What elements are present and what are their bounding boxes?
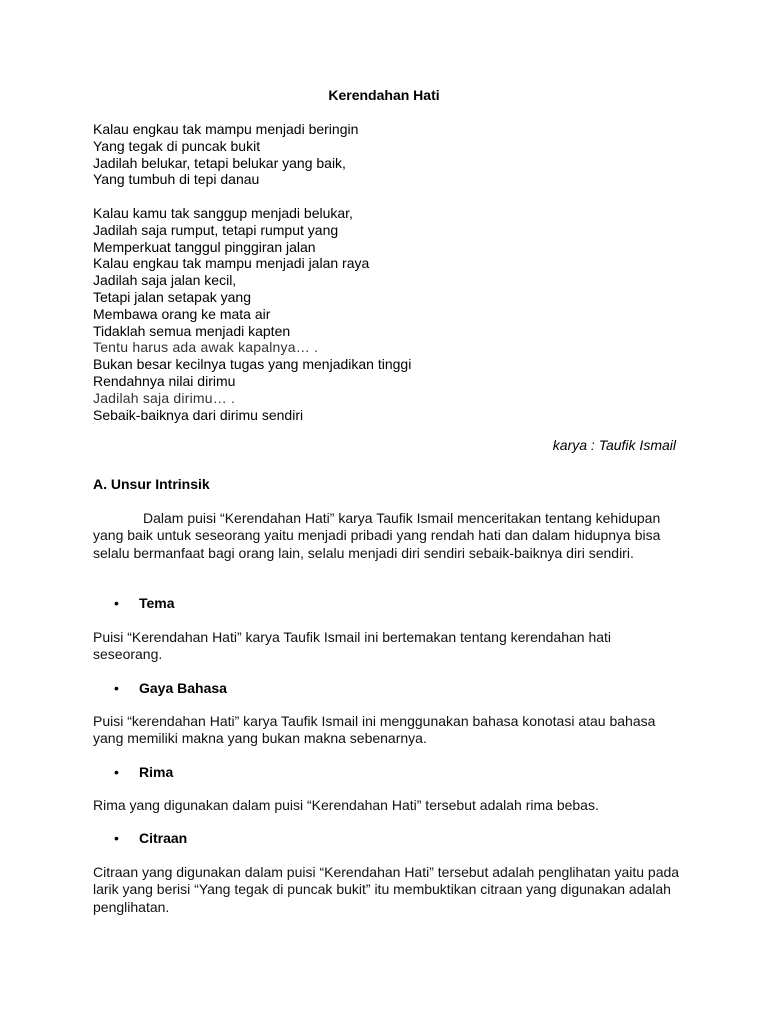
poem-stanza-2	[93, 205, 411, 423]
intro-paragraph-text: Dalam puisi “Kerendahan Hati” karya Taufik Ismail menceritakan tentang kehidupan yang baik untuk seseorang yaitu menjadi pribadi yang rendah hati dan dalam hidupnya bisa selalu bermanfaat bagi orang lain, selalu menjadi diri sendiri sebaik-baiknya diri sendiri.	[93, 510, 661, 561]
poem-line: Jadilah belukar, tetapi belukar yang baik,	[93, 154, 346, 171]
poem-line: Jadilah saja dirimu… .	[93, 389, 236, 406]
poem-author: karya : Taufik Ismail	[552, 437, 676, 453]
bullet-dot: •	[114, 595, 119, 611]
bullet-citraan	[114, 830, 187, 847]
poem-line: Memperkuat tanggul pinggiran jalan	[93, 238, 316, 255]
poem-line: Jadilah saja rumput, tetapi rumput yang	[93, 221, 339, 238]
bullet-dot: •	[114, 830, 119, 846]
bullet-tema	[114, 595, 175, 612]
poem-title: Kerendahan Hati	[328, 87, 440, 103]
poem-line: Membawa orang ke mata air	[93, 305, 271, 322]
poem-line: Rendahnya nilai dirimu	[93, 372, 236, 389]
bullet-label: Citraan	[139, 830, 188, 846]
bullet-rima	[114, 764, 173, 781]
poem-stanza-1	[93, 121, 358, 188]
bullet-label: Rima	[139, 764, 174, 780]
poem-line: Jadilah saja jalan kecil,	[93, 272, 237, 289]
bullet-dot: •	[114, 764, 119, 780]
paragraph-gaya-bahasa: Puisi “kerendahan Hati” karya Taufik Ismail ini menggunakan bahasa konotasi atau bahasa yang memiliki makna yang bukan makna sebenarnya.	[93, 713, 656, 747]
poem-line: Kalau engkau tak mampu menjadi jalan raya	[93, 255, 370, 272]
poem-line: Tidaklah semua menjadi kapten	[93, 322, 291, 339]
poem-line: Yang tumbuh di tepi danau	[93, 171, 260, 188]
poem-line: Tentu harus ada awak kapalnya… .	[93, 339, 319, 356]
poem-line: Tetapi jalan setapak yang	[93, 288, 251, 305]
poem-line: Sebaik-baiknya dari dirimu sendiri	[93, 406, 304, 423]
poem-line: Yang tegak di puncak bukit	[93, 137, 261, 154]
bullet-gaya-bahasa	[114, 680, 227, 697]
poem-line: Bukan besar kecilnya tugas yang menjadikan tinggi	[93, 356, 412, 373]
intro-paragraph	[93, 510, 683, 562]
poem-line: Kalau kamu tak sanggup menjadi belukar,	[93, 205, 353, 221]
poem-line: Kalau engkau tak mampu menjadi beringin	[93, 121, 359, 137]
paragraph-rima: Rima yang digunakan dalam puisi “Kerendahan Hati” tersebut adalah rima bebas.	[93, 797, 599, 813]
section-heading: A. Unsur Intrinsik	[93, 476, 210, 492]
bullet-label: Gaya Bahasa	[139, 680, 227, 696]
bullet-label: Tema	[139, 595, 175, 611]
bullet-dot: •	[114, 680, 119, 696]
paragraph-tema: Puisi “Kerendahan Hati” karya Taufik Ismail ini bertemakan tentang kerendahan hati seseorang.	[93, 629, 612, 663]
paragraph-citraan: Citraan yang digunakan dalam puisi “Kerendahan Hati” tersebut adalah penglihatan yaitu pada larik yang berisi “Yang tegak di puncak bukit” itu membuktikan citraan yang digunakan adalah penglihatan.	[93, 864, 680, 915]
